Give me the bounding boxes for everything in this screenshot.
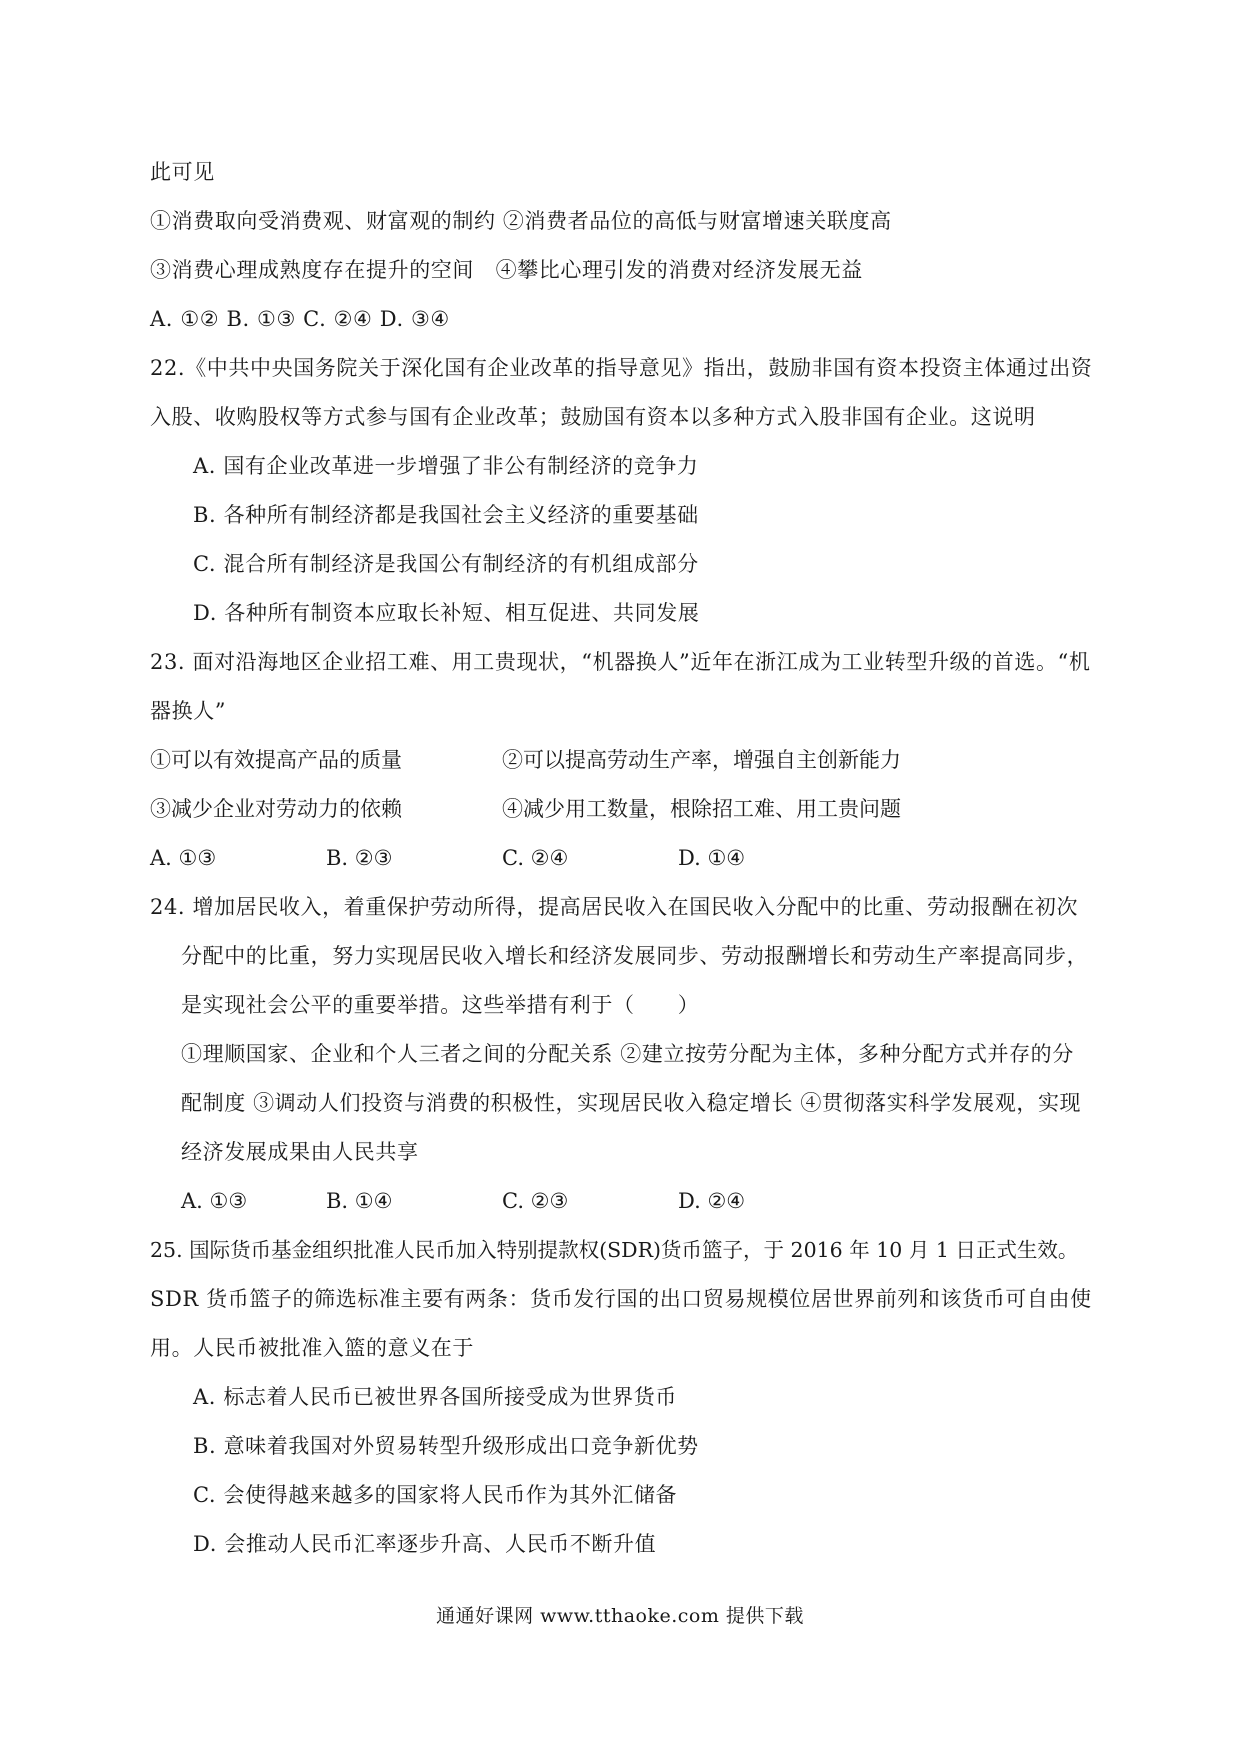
q21-statements-3-4: ③消费心理成熟度存在提升的空间 ④攀比心理引发的消费对经济发展无益	[150, 258, 863, 282]
q21-statements-1-2: ①消费取向受消费观、财富观的制约 ②消费者品位的高低与财富增速关联度高	[150, 209, 892, 233]
q22-option-d: D. 各种所有制资本应取长补短、相互促进、共同发展	[193, 601, 700, 625]
q21-choices: A. ①② B. ①③ C. ②④ D. ③④	[150, 307, 450, 331]
q23-statement-3: ③减少企业对劳动力的依赖	[150, 797, 402, 821]
q23-statement-2: ②可以提高劳动生产率，增强自主创新能力	[502, 748, 901, 772]
q24-choice-d: D. ②④	[678, 1189, 746, 1213]
q22-option-b: B. 各种所有制经济都是我国社会主义经济的重要基础	[193, 503, 699, 527]
q24-stem-line-3: 是实现社会公平的重要举措。这些举措有利于（ ）	[181, 993, 700, 1017]
q24-statements-line-2: 配制度 ③调动人们投资与消费的积极性，实现居民收入稳定增长 ④贯彻落实科学发展观，实现	[181, 1091, 1082, 1115]
q25-option-c: C. 会使得越来越多的国家将人民币作为其外汇储备	[193, 1483, 678, 1507]
q23-choice-d: D. ①④	[678, 846, 746, 870]
q22-stem-line-1: 22.《中共中央国务院关于深化国有企业改革的指导意见》指出，鼓励非国有资本投资主体通过出资	[150, 356, 1093, 380]
page-footer: 通通好课网 www.tthaoke.com 提供下载	[436, 1605, 804, 1627]
q23-statement-1: ①可以有效提高产品的质量	[150, 748, 402, 772]
q25-option-a: A. 标志着人民币已被世界各国所接受成为世界货币	[193, 1385, 677, 1409]
q21-stem-tail: 此可见	[150, 160, 215, 184]
q23-statement-4: ④减少用工数量，根除招工难、用工贵问题	[502, 797, 901, 821]
q25-stem-line-2: SDR 货币篮子的筛选标准主要有两条：货币发行国的出口贸易规模位居世界前列和该货币可自由使	[150, 1287, 1092, 1311]
q25-option-b: B. 意味着我国对外贸易转型升级形成出口竞争新优势	[193, 1434, 699, 1458]
q24-statements-line-1: ①理顺国家、企业和个人三者之间的分配关系 ②建立按劳分配为主体，多种分配方式并存的分	[181, 1042, 1074, 1066]
q23-choice-b: B. ②③	[326, 846, 393, 870]
q23-choice-c: C. ②④	[502, 846, 569, 870]
q22-stem-line-2: 入股、收购股权等方式参与国有企业改革；鼓励国有资本以多种方式入股非国有企业。这说明	[150, 405, 1036, 429]
q24-statements-line-3: 经济发展成果由人民共享	[181, 1140, 419, 1164]
q24-stem-line-1: 24. 增加居民收入，着重保护劳动所得，提高居民收入在国民收入分配中的比重、劳动报酬在初次	[150, 895, 1079, 919]
q24-choice-c: C. ②③	[502, 1189, 569, 1213]
q22-option-a: A. 国有企业改革进一步增强了非公有制经济的竞争力	[193, 454, 699, 478]
q23-stem-line-1: 23. 面对沿海地区企业招工难、用工贵现状，“机器换人”近年在浙江成为工业转型升级的首选。“机	[150, 650, 1091, 674]
q24-choice-a: A. ①③	[181, 1189, 248, 1213]
q24-stem-line-2: 分配中的比重，努力实现居民收入增长和经济发展同步、劳动报酬增长和劳动生产率提高同步，	[181, 944, 1089, 968]
q22-option-c: C. 混合所有制经济是我国公有制经济的有机组成部分	[193, 552, 699, 576]
q25-option-d: D. 会推动人民币汇率逐步升高、人民币不断升值	[193, 1532, 657, 1556]
q24-choice-b: B. ①④	[326, 1189, 393, 1213]
q23-choice-a: A. ①③	[150, 846, 217, 870]
q25-stem-line-3: 用。人民币被批准入篮的意义在于	[150, 1336, 474, 1360]
q23-stem-line-2: 器换人”	[150, 699, 227, 723]
q25-stem-line-1: 25. 国际货币基金组织批准人民币加入特别提款权(SDR)货币篮子，于 2016 年 10 月 1 日正式生效。	[150, 1238, 1079, 1262]
